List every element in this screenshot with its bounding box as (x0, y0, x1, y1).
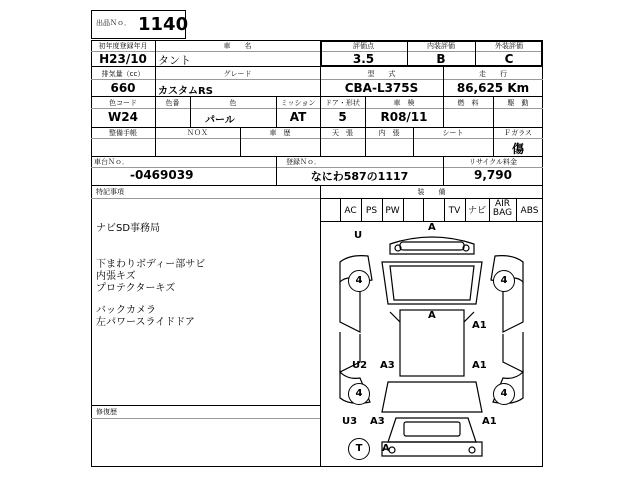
note-line: 内張キズ (96, 271, 136, 282)
model-value: CBA-L375S (344, 81, 419, 95)
fglass-label: Ｆガラス (504, 129, 532, 137)
mark-a-bottom: A (382, 443, 390, 454)
nox-label: ＮＯＸ (187, 129, 208, 137)
lot-number-box (91, 10, 189, 39)
note-line: バックカメラ (96, 305, 156, 316)
mark-a3-left: A3 (380, 360, 395, 371)
color-label: 色 (229, 99, 237, 107)
manual-label: 整備手帳 (109, 129, 137, 137)
mark-a1-right-upper: A1 (472, 320, 487, 331)
mark-u-top: U (354, 230, 363, 241)
notes-list (96, 223, 316, 329)
lot-label: 出品Ｎｏ． (96, 19, 131, 27)
equip-navi: ナビ (467, 206, 486, 216)
inspection-label: 車 検 (393, 99, 415, 107)
colorno-label: 色番 (165, 99, 180, 107)
equip-pw: PW (385, 206, 400, 216)
inspection-value: R08/11 (380, 110, 428, 124)
equip-ac: AC (344, 206, 357, 216)
car-diagram (320, 222, 543, 467)
note-line: ナビSD事務局 (96, 223, 161, 234)
note-line: プロテクターキズ (96, 283, 176, 294)
repair-label: 修復歴 (96, 408, 117, 416)
score-label: 評価点 (353, 42, 374, 50)
mark-u2-left: U2 (352, 360, 368, 371)
equip-airbag: AIR BAG (492, 199, 513, 218)
note-line: 下まわりボディー部サビ (96, 259, 206, 270)
exterior-value: C (504, 52, 514, 66)
seat-label: シート (442, 129, 464, 137)
color-value: パール (205, 115, 235, 126)
equipment-label: 装 備 (417, 188, 446, 196)
score-value: 3.5 (352, 52, 375, 66)
note-line (96, 295, 316, 305)
mission-value: AT (289, 110, 307, 124)
displacement-label: 排気量（cc） (101, 70, 145, 78)
interior-value: B (436, 52, 446, 66)
note-line: 左パワースライドドア (96, 317, 195, 328)
recycle-label: リサイクル料金 (468, 158, 518, 166)
fglass-value: 傷 (511, 142, 524, 156)
mark-a-roof: A (428, 310, 436, 321)
grade-value: カスタムRS (158, 86, 213, 97)
chassis-value: -0469039 (130, 168, 194, 182)
notes-label: 特記事項 (96, 188, 124, 196)
colorcode-value: W24 (108, 110, 138, 124)
tire-front-right: 4 (493, 270, 515, 292)
equip-ps: PS (365, 206, 378, 216)
equip-abs: ABS (520, 206, 539, 216)
tire-rear-right: 4 (493, 383, 515, 405)
door-value: 5 (338, 110, 347, 124)
grade-label: グレード (223, 70, 252, 78)
mark-a3-rear: A3 (370, 416, 385, 427)
regno-value: なにわ587の1117 (310, 170, 409, 183)
drive-label: 駆 動 (507, 99, 529, 107)
exterior-label: 外装評価 (495, 42, 523, 50)
reg-year-value: H23/10 (99, 52, 147, 66)
interior-label: 内装評価 (427, 42, 455, 50)
model-label: 型 式 (367, 70, 396, 78)
tire-rear-left: 4 (348, 383, 370, 405)
mark-a1-right-mid: A1 (472, 360, 487, 371)
mileage-label: 走 行 (479, 70, 507, 78)
colorcode-label: 色コード (109, 99, 137, 107)
car-name-label: 車 名 (223, 42, 252, 50)
spare-tire: T (348, 438, 370, 460)
fuel-label: 燃 料 (457, 99, 479, 107)
note-line (96, 235, 316, 259)
tenbari-label: 内 張 (378, 129, 400, 137)
chassis-label: 車台Ｎｏ． (94, 158, 129, 166)
reg-year-label: 初年度登録年月 (98, 42, 148, 50)
car-name-value: タント (158, 54, 191, 67)
mark-a1-rear: A1 (482, 416, 497, 427)
recycle-value: 9,790 (474, 168, 512, 182)
mark-a-hood: A (428, 222, 436, 233)
mission-label: ミッション (280, 99, 316, 107)
mark-u3-rear: U3 (342, 416, 358, 427)
equip-tv: TV (448, 206, 461, 216)
sunroof-label: 天 張 (332, 129, 353, 137)
tire-front-left: 4 (348, 270, 370, 292)
displacement-value: 660 (110, 81, 136, 95)
regno-label: 登録Ｎｏ． (286, 158, 321, 166)
lot-number: 1140 (138, 14, 189, 35)
door-label: ドア・形状 (325, 99, 360, 107)
history-label: 車 歴 (269, 129, 291, 137)
mileage-value: 86,625 Km (456, 81, 530, 95)
